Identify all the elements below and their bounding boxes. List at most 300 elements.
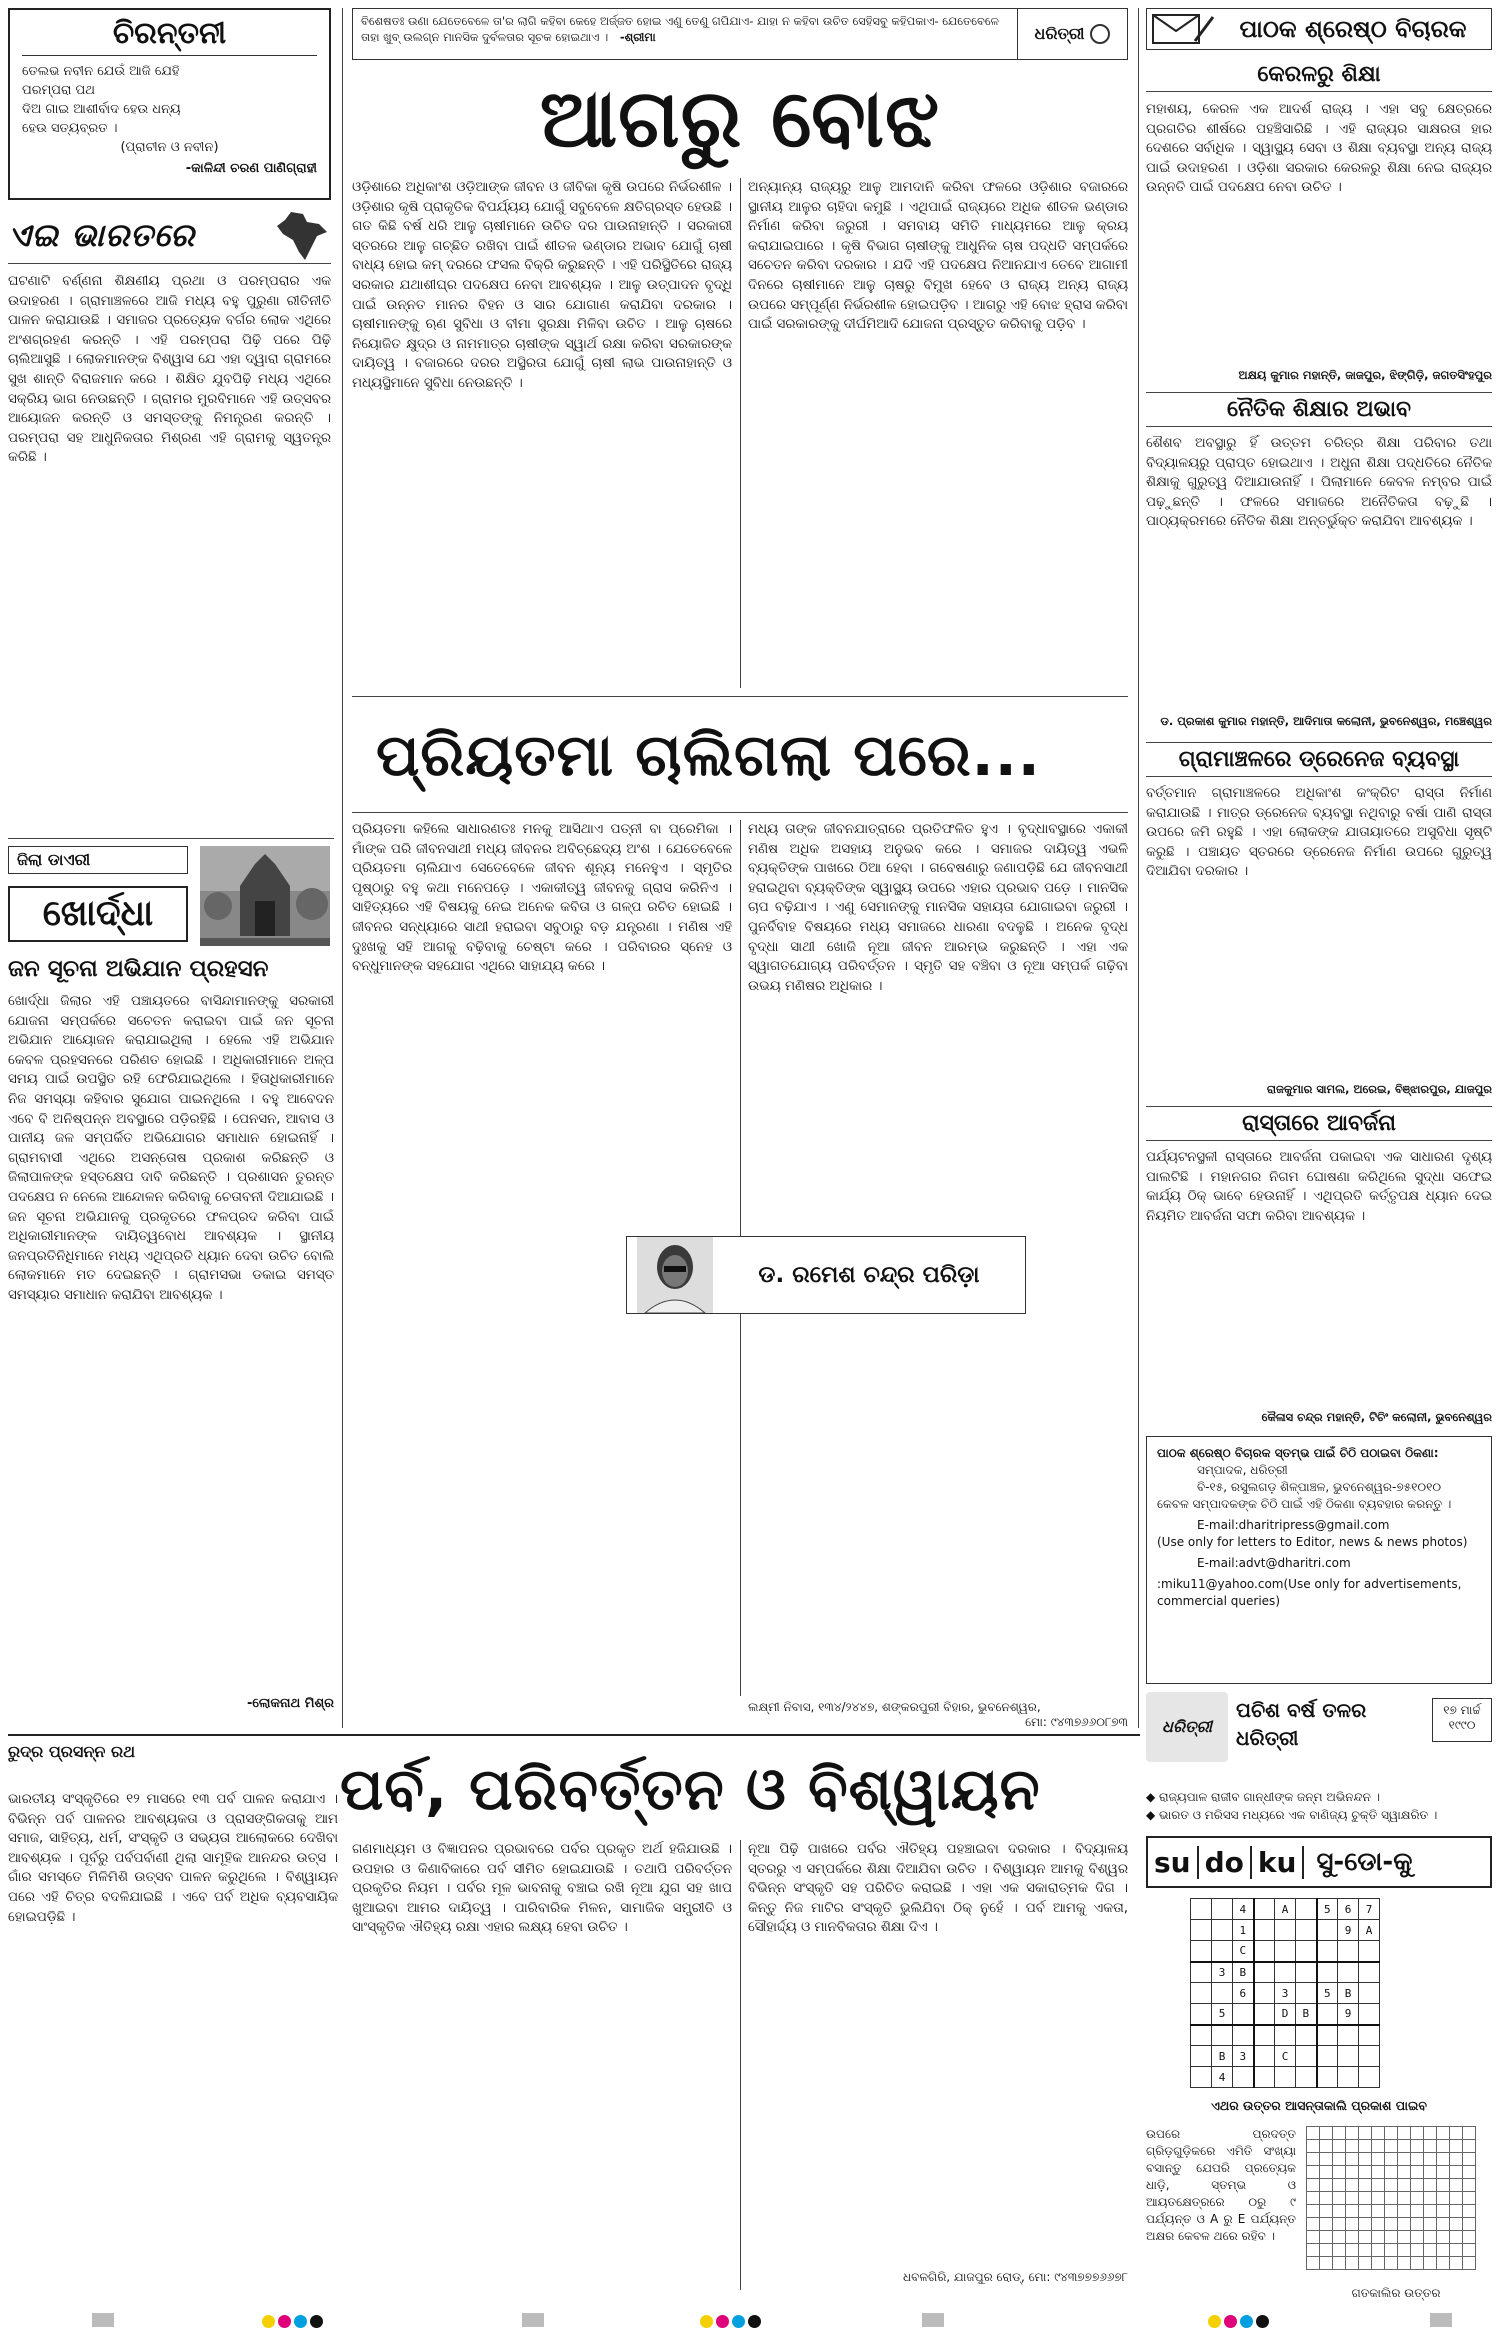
bottom-address: ଧବଳଗିରି, ଯାଜପୁର ରୋଡ୍, ମୋ: ୯୪୩୭୭୭୬୬୭୮ (903, 2270, 1128, 2284)
editorial-body-right: ଅନ୍ୟାନ୍ୟ ରାଜ୍ୟରୁ ଆଳୁ ଆମଦାନି କରିବା ଫଳରେ ଓଡ଼ିଶାର ବଜାରରେ ସ୍ଥାନୀୟ ଆଳୁର ଚାହିଦା କମୁଛି । ଏଥିପାଇଁ ରାଜ୍ୟରେ ଅଧିକ ଶୀତଳ ଭଣ୍ଡାର ନିର୍ମାଣ କରିବା ଜରୁରୀ । ସମବାୟ ସମିତି ମାଧ୍ୟମରେ ଆଳୁ କ୍ରୟ କରାଯାଇପାରେ । କୃଷି ବିଭାଗ ଚାଷୀଙ୍କୁ ଆଧୁନିକ ଚାଷ ପଦ୍ଧତି ସମ୍ପର୍କରେ ସଚେତନ କରିବା ଦରକାର । ଯଦି ଏହି ପଦକ୍ଷେପ ନିଆନଯାଏ ତେବେ ଆଗାମୀ ଦିନରେ ଚାଷୀମାନେ ଆଳୁ ଚାଷରୁ ବିମୁଖ ହେବେ ଓ ରାଜ୍ୟ ଅନ୍ୟ ରାଜ୍ୟ ଉପରେ ସମ୍ପୂର୍ଣ୍ଣ ନିର୍ଭରଶୀଳ ହୋଇପଡ଼ିବ । ଆଗରୁ ଏହି ବୋଝ ହ୍ରାସ କରିବା ପାଇଁ ସରକାରଙ୍କୁ ଦୀର୍ଘମିଆଦି ଯୋଜନା ପ୍ରସ୍ତୁତ କରିବାକୁ ପଡ଼ିବ । (748, 180, 1128, 333)
poem-line: (ପ୍ରାଚୀନ ଓ ନବୀନ) (120, 140, 219, 155)
sudoku-cell[interactable] (1317, 1962, 1338, 1983)
author-name: ଡ. ରମେଶ ଚନ୍ଦ୍ର ପରିଡ଼ା (758, 1262, 980, 1288)
solution-cell (1463, 2244, 1476, 2257)
solution-cell (1437, 2205, 1450, 2218)
sudoku-cell[interactable] (1254, 1962, 1275, 1983)
solution-cell (1346, 2192, 1359, 2205)
sudoku-latin-su: su (1148, 1846, 1199, 1879)
ebharat-logo-box (8, 208, 331, 264)
district-headline: ଜନ ସୂଚନା ଅଭିଯାନ ପ୍ରହସନ (8, 956, 269, 982)
solution-cell (1437, 2127, 1450, 2140)
sudoku-cell[interactable] (1275, 1920, 1296, 1941)
solution-cell (1359, 2179, 1372, 2192)
sudoku-cell[interactable] (1254, 1941, 1275, 1962)
letter-title: କେରଳରୁ ଶିକ୍ଷା (1146, 58, 1492, 92)
print-registration-marks (0, 2313, 1500, 2327)
solution-cell (1385, 2192, 1398, 2205)
solution-cell (1359, 2205, 1372, 2218)
sudoku-cell[interactable] (1359, 2004, 1380, 2025)
sudoku-cell[interactable] (1317, 1941, 1338, 1962)
sudoku-cell[interactable] (1296, 1941, 1317, 1962)
sudoku-cell[interactable]: 5 (1317, 1983, 1338, 2004)
prev-solution-wrap (1306, 2126, 1476, 2270)
solution-cell (1307, 2153, 1320, 2166)
history-logo (1146, 1692, 1228, 1762)
solution-cell (1463, 2205, 1476, 2218)
readers-banner (1146, 8, 1492, 50)
address-text: ଲକ୍ଷ୍ମୀ ନିବାସ, ୧୩୪/୨୪୪୭, ଶଙ୍କରପୁରୀ ବିହାର, ଭୁବନେଶ୍ୱର, (748, 1700, 1041, 1714)
solution-cell (1424, 2153, 1437, 2166)
sudoku-latin-ku: ku (1252, 1846, 1305, 1879)
sudoku-cell[interactable] (1359, 2046, 1380, 2067)
district-diary-label: ଜିଲା ଡାଏରୀ (8, 846, 188, 874)
solution-cell (1398, 2166, 1411, 2179)
solution-cell (1450, 2218, 1463, 2231)
gray-block (922, 2313, 944, 2327)
solution-cell (1346, 2166, 1359, 2179)
quote-text (353, 9, 1017, 59)
solution-cell (1398, 2205, 1411, 2218)
sudoku-row (1191, 1983, 1380, 2004)
sudoku-cell[interactable] (1275, 1962, 1296, 1983)
sudoku-cell[interactable] (1191, 1983, 1212, 2004)
solution-cell (1333, 2192, 1346, 2205)
solution-cell (1424, 2218, 1437, 2231)
chirantani-box (8, 8, 331, 200)
logo-emblem-icon (1090, 24, 1110, 44)
sudoku-cell[interactable]: D (1275, 2004, 1296, 2025)
solution-cell (1450, 2205, 1463, 2218)
sudoku-cell[interactable] (1191, 1920, 1212, 1941)
sudoku-cell[interactable] (1296, 1899, 1317, 1920)
solution-cell (1372, 2257, 1385, 2270)
solution-cell (1359, 2244, 1372, 2257)
solution-cell (1333, 2244, 1346, 2257)
solution-cell (1372, 2179, 1385, 2192)
letter-title: ନୈତିକ ଶିକ୍ଷାର ଅଭାବ (1146, 392, 1492, 427)
sudoku-cell[interactable]: 5 (1317, 1899, 1338, 1920)
solution-cell (1424, 2257, 1437, 2270)
sudoku-cell[interactable] (1212, 2025, 1233, 2046)
sudoku-cell[interactable]: B (1338, 1983, 1359, 2004)
solution-row (1307, 2257, 1476, 2270)
solution-row (1307, 2153, 1476, 2166)
sudoku-cell[interactable] (1317, 2067, 1338, 2088)
poem-line: ପରମ୍ପରା ପଥ (22, 83, 95, 98)
solution-cell (1398, 2153, 1411, 2166)
envelope-icon (1151, 11, 1215, 47)
solution-cell (1320, 2140, 1333, 2153)
solution-cell (1307, 2244, 1320, 2257)
solution-cell (1398, 2179, 1411, 2192)
district-diary-header (8, 846, 334, 950)
sudoku-cell[interactable] (1275, 1941, 1296, 1962)
contact-email-note: (Use only for letters to Editor, news & news photos) (1157, 1535, 1468, 1549)
solution-cell (1463, 2127, 1476, 2140)
color-dots (1208, 2313, 1272, 2332)
sudoku-cell[interactable] (1233, 2004, 1254, 2025)
solution-cell (1346, 2257, 1359, 2270)
poem-line: ଦିଅ ଗାଇ ଆଶୀର୍ବାଦ ହେଉ ଧନ୍ୟ (22, 102, 181, 117)
sudoku-cell[interactable] (1191, 1899, 1212, 1920)
solution-cell (1307, 2179, 1320, 2192)
solution-cell (1372, 2153, 1385, 2166)
solution-cell (1424, 2127, 1437, 2140)
sudoku-cell[interactable]: 4 (1233, 1899, 1254, 1920)
solution-cell (1450, 2244, 1463, 2257)
solution-cell (1346, 2218, 1359, 2231)
sudoku-row (1191, 2067, 1380, 2088)
solution-cell (1437, 2179, 1450, 2192)
bottom-body-col2: ଗଣମାଧ୍ୟମ ଓ ବିଜ୍ଞାପନର ପ୍ରଭାବରେ ପର୍ବର ପ୍ରକୃତ ଅର୍ଥ ହଜିଯାଉଛି । ଉପହାର ଓ କିଣାବିକାରେ ପର୍ବ ସୀମିତ ହୋଇଯାଉଛି । ତଥାପି ପରିବର୍ତ୍ତନ ପ୍ରକୃତିର ନିୟମ । ପର୍ବର ମୂଳ ଭାବନାକୁ ବଞ୍ଚାଇ ରଖି ନୂଆ ଯୁଗ ସହ ଖାପ ଖୁଆଇବା ଆମର ଦାୟିତ୍ୱ । ପାରିବାରିକ ମିଳନ, ସାମାଜିକ ସମ୍ପ୍ରୀତି ଓ ସାଂସ୍କୃତିକ ଐତିହ୍ୟ ରକ୍ଷା ଏହାର ଲକ୍ଷ୍ୟ ହେବା ଉଚିତ । (352, 1842, 732, 1936)
solution-cell (1385, 2205, 1398, 2218)
sudoku-grid (1190, 1898, 1380, 2088)
solution-cell (1372, 2166, 1385, 2179)
sudoku-cell[interactable] (1212, 1899, 1233, 1920)
sudoku-cell[interactable]: B (1296, 2004, 1317, 2025)
sudoku-cell[interactable]: 6 (1233, 1983, 1254, 2004)
letter-body: ମହାଶୟ, କେରଳ ଏକ ଆଦର୍ଶ ରାଜ୍ୟ । ଏହା ସବୁ କ୍ଷେତ୍ରରେ ପ୍ରଗତିର ଶୀର୍ଷରେ ପହଞ୍ଚିସାରିଛି । ଏହି ରାଜ୍ୟର ସାକ୍ଷରତା ହାର ଦେଶରେ ସର୍ବାଧିକ । ସ୍ୱାସ୍ଥ୍ୟ ସେବା ଓ ଶିକ୍ଷା ବ୍ୟବସ୍ଥା ଅନ୍ୟ ରାଜ୍ୟ ପାଇଁ ଉଦାହରଣ । ଓଡ଼ିଶା ସରକାର କେରଳରୁ ଶିକ୍ଷା ନେଇ ରାଜ୍ୟର ଉନ୍ନତି ପାଇଁ ପଦକ୍ଷେପ ନେବା ଉଚିତ । (1146, 102, 1492, 196)
sudoku-cell[interactable] (1212, 1983, 1233, 2004)
solution-cell (1398, 2218, 1411, 2231)
history-box (1146, 1692, 1492, 1786)
sudoku-cell[interactable] (1212, 1941, 1233, 1962)
solution-row (1307, 2205, 1476, 2218)
ebharat-body: ଘଟଣାଟି ବର୍ଣ୍ଣନା ଶିକ୍ଷଣୀୟ ପ୍ରଥା ଓ ପରମ୍ପରାର ଏକ ଉଦାହରଣ । ଗ୍ରାମାଞ୍ଚଳରେ ଆଜି ମଧ୍ୟ ବହୁ ପୁରୁଣା ରୀତିନୀତି ପାଳନ କରାଯାଉଛି । ସମାଜର ପ୍ରତ୍ୟେକ ବର୍ଗର ଲୋକ ଏଥିରେ ଅଂଶଗ୍ରହଣ କରନ୍ତି । ଏହି ପରମ୍ପରା ପିଢ଼ି ପରେ ପିଢ଼ି ଚାଲିଆସୁଛି । ଲୋକମାନଙ୍କ ବିଶ୍ୱାସ ଯେ ଏହା ଦ୍ୱାରା ଗ୍ରାମରେ ସୁଖ ଶାନ୍ତି ବିରାଜମାନ କରେ । ଶିକ୍ଷିତ ଯୁବପିଢ଼ି ମଧ୍ୟ ଏଥିରେ ସକ୍ରିୟ ଭାଗ ନେଉଛନ୍ତି । ଗ୍ରାମର ମୁରବିମାନେ ଏହି ଉତ୍ସବର ଆୟୋଜନ କରନ୍ତି ଓ ସମସ୍ତଙ୍କୁ ନିମନ୍ତ୍ରଣ କରନ୍ତି । ପରମ୍ପରା ସହ ଆଧୁନିକତାର ମିଶ୍ରଣ ଏହି ଗ୍ରାମକୁ ସ୍ୱତନ୍ତ୍ର କରିଛି । (8, 274, 331, 466)
sudoku-cell[interactable]: 7 (1359, 1899, 1380, 1920)
sudoku-cell[interactable] (1254, 1899, 1275, 1920)
solution-cell (1411, 2205, 1424, 2218)
sudoku-cell[interactable] (1191, 2067, 1212, 2088)
solution-cell (1359, 2257, 1372, 2270)
history-logo-text: ଧରିତ୍ରୀ (1162, 1717, 1212, 1736)
solution-cell (1437, 2244, 1450, 2257)
solution-cell (1333, 2179, 1346, 2192)
solution-cell (1463, 2192, 1476, 2205)
solution-cell (1411, 2179, 1424, 2192)
sudoku-cell[interactable] (1254, 1983, 1275, 2004)
prev-solution-grid (1306, 2126, 1476, 2270)
contact-email[interactable]: E-mail:dharitripress@gmail.com (1197, 1518, 1390, 1532)
solution-cell (1398, 2127, 1411, 2140)
solution-cell (1372, 2140, 1385, 2153)
sudoku-cell[interactable] (1296, 1920, 1317, 1941)
sudoku-rules: ଉପରେ ପ୍ରଦତ୍ତ ଗ୍ରିଡ଼ଗୁଡ଼ିକରେ ଏମିତି ସଂଖ୍ୟା ବସାନ୍ତୁ ଯେପରି ପ୍ରତ୍ୟେକ ଧାଡ଼ି, ସ୍ତମ୍ଭ ଓ ଆୟତକ୍ଷେତ୍ରରେ ୦ରୁ ୯ ପର୍ଯ୍ୟନ୍ତ ଓ A ରୁ E ପର୍ଯ୍ୟନ୍ତ ଅକ୍ଷର କେବଳ ଥରେ ରହିବ । (1146, 2127, 1296, 2243)
bottom-headline: ପର୍ବ, ପରିବର୍ତ୍ତନ ଓ ବିଶ୍ୱାୟନ (340, 1755, 1041, 1823)
solution-cell (1463, 2153, 1476, 2166)
sudoku-cell[interactable]: 3 (1233, 2046, 1254, 2067)
sudoku-cell[interactable]: 1 (1233, 1920, 1254, 1941)
sudoku-header (1146, 1836, 1492, 1888)
sudoku-cell[interactable] (1191, 2046, 1212, 2067)
sudoku-cell[interactable] (1296, 1962, 1317, 1983)
solution-cell (1333, 2127, 1346, 2140)
solution-cell (1411, 2127, 1424, 2140)
solution-cell (1424, 2244, 1437, 2257)
sudoku-cell[interactable] (1254, 2046, 1275, 2067)
district-body: ଖୋର୍ଦ୍ଧା ଜିଲାର ଏହି ପଞ୍ଚାୟତରେ ବାସିନ୍ଦାମାନଙ୍କୁ ସରକାରୀ ଯୋଜନା ସମ୍ପର୍କରେ ସଚେତନ କରାଇବା ପାଇଁ ଜନ ସୂଚନା ଅଭିଯାନ ଆୟୋଜନ କରାଯାଇଥିଲା । ହେଲେ ଏହି ଅଭିଯାନ କେବଳ ପ୍ରହସନରେ ପରିଣତ ହୋଇଛି । ଅଧିକାରୀମାନେ ଅଳ୍ପ ସମୟ ପାଇଁ ଉପସ୍ଥିତ ରହି ଫେରିଯାଇଥିଲେ । ହିତାଧିକାରୀମାନେ ନିଜ ସମସ୍ୟା କହିବାର ସୁଯୋଗ ପାଇନଥିଲେ । ବହୁ ଆବେଦନ ଏବେ ବି ଅନିଷ୍ପନ୍ନ ଅବସ୍ଥାରେ ପଡ଼ିରହିଛି । ପେନସନ, ଆବାସ ଓ ପାନୀୟ ଜଳ ସମ୍ପର୍କିତ ଅଭିଯୋଗର ସମାଧାନ ହୋଇନାହିଁ । ଗ୍ରାମବାସୀ ଏଥିରେ ଅସନ୍ତୋଷ ପ୍ରକାଶ କରିଛନ୍ତି ଓ ଜିଲାପାଳଙ୍କ ହସ୍ତକ୍ଷେପ ଦାବି କରିଛନ୍ତି । ପ୍ରଶାସନ ତୁରନ୍ତ ପଦକ୍ଷେପ ନ ନେଲେ ଆନ୍ଦୋଳନ କରିବାକୁ ଚେତାବନୀ ଦିଆଯାଇଛି । ଜନ ସୂଚନା ଅଭିଯାନକୁ ପ୍ରକୃତରେ ଫଳପ୍ରଦ କରିବା ପାଇଁ ଅଧିକାରୀମାନଙ୍କ ଦାୟିତ୍ୱବୋଧ ଆବଶ୍ୟକ । ସ୍ଥାନୀୟ ଜନପ୍ରତିନିଧିମାନେ ମଧ୍ୟ ଏଥିପ୍ରତି ଧ୍ୟାନ ଦେବା ଉଚିତ ବୋଲି ଲୋକମାନେ ମତ ଦେଇଛନ୍ତି । ଗ୍ରାମସଭା ଡକାଇ ସମସ୍ତ ସମସ୍ୟାର ସମାଧାନ କରାଯିବା ଆବଶ୍ୟକ । (8, 994, 334, 1303)
sudoku-row (1191, 1920, 1380, 1941)
solution-cell (1333, 2166, 1346, 2179)
history-title: ପଚିଶ ବର୍ଷ ତଳର ଧରିତ୍ରୀ (1236, 1698, 1367, 1750)
contact-line: ବି-୧୫, ରସୁଲଗଡ଼ ଶିଳ୍ପାଞ୍ଚଳ, ଭୁବନେଶ୍ୱର-୭୫୧୦୧୦ (1197, 1480, 1442, 1494)
sudoku-cell[interactable] (1254, 2004, 1275, 2025)
solution-cell (1333, 2153, 1346, 2166)
sudoku-cell[interactable] (1191, 2025, 1212, 2046)
solution-cell (1385, 2179, 1398, 2192)
contact-line: ସମ୍ପାଦକ, ଧରିତ୍ରୀ (1197, 1463, 1288, 1477)
solution-cell (1385, 2153, 1398, 2166)
sudoku-cell[interactable] (1317, 2004, 1338, 2025)
sudoku-cell[interactable] (1359, 1962, 1380, 1983)
solution-cell (1398, 2231, 1411, 2244)
solution-cell (1346, 2127, 1359, 2140)
sudoku-cell[interactable] (1254, 2067, 1275, 2088)
sudoku-cell[interactable] (1233, 2025, 1254, 2046)
district-byline: -ଲୋକନାଥ ମିଶ୍ର (246, 1696, 334, 1711)
quote-body: ବିଶେଷତଃ ଉଣା ଯେତେବେଳେ ତା'ର ଲାଗି କହିବା କେହେ ଅର୍ଜ୍ଜତ ହୋଇ ଏଣୁ ତେଣୁ ଗପିଯାଏ- ଯାହା ନ କହିବା ଉଚିତ ସେହିସବୁ କହିପକାଏ- ଯେତେବେଳେ ତାହା ଖୁବ୍ ଉଲଗ୍ନ ମାନସିକ ଦୁର୍ବଳତାର ସୂଚକ ହୋଇଥାଏ । (361, 14, 999, 44)
readers-banner-title: ପାଠକ ଶ୍ରେଷ୍ଠ ବିଚାରକ (1239, 15, 1467, 43)
solution-cell (1320, 2244, 1333, 2257)
solution-cell (1307, 2140, 1320, 2153)
letter-sign: ଅକ୍ଷୟ କୁମାର ମହାନ୍ତି, ଜାଜପୁର, ଝିଙ୍ଗିଡ଼ି, ଜଗତସିଂହପୁର (1238, 368, 1492, 382)
quote-author: -ଶ୍ରୀମା (619, 30, 656, 44)
solution-cell (1450, 2257, 1463, 2270)
solution-cell (1424, 2166, 1437, 2179)
solution-cell (1333, 2218, 1346, 2231)
letter-sign: କୈଳାସ ଚନ୍ଦ୍ର ମହାନ୍ତି, ଟିଚିଂ କଲୋନୀ, ଭୁବନେଶ୍ୱର (1261, 1410, 1492, 1424)
solution-cell (1450, 2192, 1463, 2205)
color-dots (700, 2313, 764, 2332)
logo-text: ଧରିତ୍ରୀ (1034, 24, 1085, 43)
contact-box (1146, 1436, 1492, 1684)
gray-block (1430, 2313, 1452, 2327)
solution-cell (1463, 2166, 1476, 2179)
sudoku-cell[interactable]: B (1212, 2046, 1233, 2067)
solution-cell (1411, 2140, 1424, 2153)
solution-cell (1450, 2231, 1463, 2244)
feature-body-left: ପ୍ରିୟତମା କହିଲେ ସାଧାରଣତଃ ମନକୁ ଆସିଥାଏ ପତ୍ନୀ ବା ପ୍ରେମିକା । ମାଁଙ୍କ ପରି ଜୀବନସାଥୀ ମଧ୍ୟ ଜୀବନର ଅବିଚ୍ଛେଦ୍ୟ ଅଂଶ । ଯେତେବେଳେ ପ୍ରିୟତମା ଚାଲିଯାଏ ସେତେବେଳେ ଜୀବନ ଶୂନ୍ୟ ମନେହୁଏ । ସ୍ମୃତିର ପୃଷ୍ଠାରୁ ବହୁ କଥା ମନେପଡ଼େ । ଏକାକୀତ୍ୱ ଜୀବନକୁ ଗ୍ରାସ କରିନିଏ । ସାହିତ୍ୟରେ ଏହି ବିଷୟକୁ ନେଇ ଅନେକ କବିତା ଓ ଗଳ୍ପ ରଚିତ ହୋଇଛି । ଜୀବନର ସନ୍ଧ୍ୟାରେ ସାଥୀ ହରାଇବା ସବୁଠାରୁ ବଡ଼ ଯନ୍ତ୍ରଣା । ମଣିଷ ଏହି ଦୁଃଖକୁ ସହି ଆଗକୁ ବଢ଼ିବାକୁ ଚେଷ୍ଟା କରେ । ପରିବାରର ସ୍ନେହ ଓ ବନ୍ଧୁମାନଙ୍କ ସହଯୋଗ ଏଥିରେ ସାହାଯ୍ୟ କରେ । (352, 822, 732, 975)
solution-row (1307, 2218, 1476, 2231)
history-date: ୧୭ ମାର୍ଚ୍ଚ ୧୯୯୦ (1432, 1698, 1492, 1742)
sudoku-cell[interactable] (1212, 1920, 1233, 1941)
solution-cell (1320, 2231, 1333, 2244)
solution-cell (1398, 2244, 1411, 2257)
solution-cell (1320, 2179, 1333, 2192)
solution-cell (1437, 2231, 1450, 2244)
history-item: ◆ ଭାରତ ଓ ମରିସସ ମଧ୍ୟରେ ଏକ ବାଣିଜ୍ୟ ଚୁକ୍ତି ସ୍ୱାକ୍ଷରିତ । (1146, 1808, 1438, 1822)
solution-cell (1372, 2127, 1385, 2140)
solution-cell (1320, 2153, 1333, 2166)
bottom-body-col3: ନୂଆ ପିଢ଼ି ପାଖରେ ପର୍ବର ଐତିହ୍ୟ ପହଞ୍ଚାଇବା ଦରକାର । ବିଦ୍ୟାଳୟ ସ୍ତରରୁ ଏ ସମ୍ପର୍କରେ ଶିକ୍ଷା ଦିଆଯିବା ଉଚିତ । ବିଶ୍ୱାୟନ ଆମକୁ ବିଶ୍ୱର ବିଭିନ୍ନ ସଂସ୍କୃତି ସହ ପରିଚିତ କରାଇଛି । ଏହା ଏକ ସକାରାତ୍ମକ ଦିଗ । କିନ୍ତୁ ନିଜ ମାଟିର ସଂସ୍କୃତି ଭୁଲିଯିବା ଠିକ୍ ନୁହେଁ । ପର୍ବ ଆମକୁ ଏକତା, ସୌହାର୍ଦ୍ଦ୍ୟ ଓ ମାନବିକତାର ଶିକ୍ଷା ଦିଏ । (748, 1842, 1128, 1936)
solution-cell (1385, 2218, 1398, 2231)
solution-cell (1463, 2231, 1476, 2244)
letter-title: ରାସ୍ତାରେ ଆବର୍ଜନା (1146, 1106, 1492, 1141)
sudoku-cell[interactable] (1296, 2067, 1317, 2088)
sudoku-title: ସୁ-ଡୋ-କୁ (1316, 1846, 1413, 1877)
solution-cell (1424, 2179, 1437, 2192)
sudoku-cell[interactable] (1296, 2025, 1317, 2046)
solution-cell (1359, 2166, 1372, 2179)
sudoku-cell[interactable] (1254, 2025, 1275, 2046)
feature-headline: ପ୍ରିୟତମା ଚାଲିଗଲା ପରେ... (376, 721, 1041, 789)
sudoku-cell[interactable]: 4 (1212, 2067, 1233, 2088)
sudoku-cell[interactable]: 9 (1338, 2004, 1359, 2025)
contact-email[interactable]: :miku11@yahoo.com(Use only for advertisements, commercial queries) (1157, 1577, 1462, 1608)
solution-cell (1333, 2205, 1346, 2218)
solution-cell (1437, 2166, 1450, 2179)
solution-cell (1450, 2179, 1463, 2192)
solution-cell (1359, 2127, 1372, 2140)
solution-cell (1359, 2140, 1372, 2153)
solution-cell (1437, 2140, 1450, 2153)
bottom-body-col1: ଭାରତୀୟ ସଂସ୍କୃତିରେ ୧୨ ମାସରେ ୧୩ ପର୍ବ ପାଳନ କରାଯାଏ । ବିଭିନ୍ନ ପର୍ବ ପାଳନର ଆବଶ୍ୟକତା ଓ ପ୍ରାସଙ୍ଗିକତାକୁ ଆମ ସମାଜ, ସାହିତ୍ୟ, ଧର୍ମ, ସଂସ୍କୃତି ଓ ସଭ୍ୟତା ଆଲୋକରେ ଦେଖିବା ଆବଶ୍ୟକ । ପୂର୍ବରୁ ପର୍ବପର୍ବାଣୀ ଥିଲା ସାମୂହିକ ଆନନ୍ଦର ଉତ୍ସ । ଗାଁର ସମସ୍ତେ ମିଳିମିଶି ଉତ୍ସବ ପାଳନ କରୁଥିଲେ । ବିଶ୍ୱାୟନ ପରେ ଏହି ଚିତ୍ର ବଦଳିଯାଇଛି । ଏବେ ପର୍ବ ଅଧିକ ବ୍ୟବସାୟିକ ହୋଇପଡ଼ିଛି । (8, 1792, 338, 1925)
feature-address (748, 1700, 1128, 1730)
solution-row (1307, 2244, 1476, 2257)
sudoku-cell[interactable] (1233, 2067, 1254, 2088)
sudoku-cell[interactable]: A (1275, 1899, 1296, 1920)
sudoku-cell[interactable]: 6 (1338, 1899, 1359, 1920)
sudoku-cell[interactable] (1317, 2046, 1338, 2067)
solution-cell (1385, 2140, 1398, 2153)
poem-line: ହେଉ ସତ୍ୟବ୍ରତ । (22, 121, 118, 136)
sudoku-cell[interactable]: C (1233, 1941, 1254, 1962)
solution-cell (1437, 2257, 1450, 2270)
sudoku-cell[interactable] (1359, 1941, 1380, 1962)
sudoku-cell[interactable] (1317, 1920, 1338, 1941)
solution-cell (1346, 2244, 1359, 2257)
solution-cell (1307, 2127, 1320, 2140)
sudoku-cell[interactable] (1338, 1962, 1359, 1983)
solution-cell (1463, 2257, 1476, 2270)
sudoku-cell[interactable]: 3 (1212, 1962, 1233, 1983)
sudoku-row (1191, 1962, 1380, 1983)
sudoku-cell[interactable]: A (1359, 1920, 1380, 1941)
sudoku-cell[interactable] (1338, 1941, 1359, 1962)
solution-cell (1411, 2166, 1424, 2179)
solution-cell (1307, 2218, 1320, 2231)
solution-cell (1307, 2166, 1320, 2179)
sudoku-cell[interactable] (1338, 2067, 1359, 2088)
contact-intro: ପାଠକ ଶ୍ରେଷ୍ଠ ବିଚାରକ ସ୍ତମ୍ଭ ପାଇଁ ଚିଠି ପଠାଇବା ଠିକଣା: (1157, 1446, 1439, 1460)
sudoku-cell[interactable] (1275, 2025, 1296, 2046)
sudoku-cell[interactable] (1338, 2025, 1359, 2046)
sudoku-cell[interactable] (1191, 2004, 1212, 2025)
history-items (1146, 1788, 1492, 1824)
solution-cell (1346, 2140, 1359, 2153)
sudoku-row (1191, 1941, 1380, 1962)
solution-cell (1411, 2244, 1424, 2257)
solution-cell (1385, 2127, 1398, 2140)
sudoku-latin-do: do (1199, 1846, 1252, 1879)
solution-cell (1333, 2231, 1346, 2244)
solution-cell (1385, 2257, 1398, 2270)
solution-cell (1411, 2192, 1424, 2205)
history-item: ◆ ରାଜ୍ୟପାଳ ରାଜୀବ ଗାନ୍ଧୀଙ୍କ ଜନ୍ମ ଅଭିନନ୍ଦନ । (1146, 1790, 1381, 1804)
solution-cell (1463, 2140, 1476, 2153)
editorial-headline: ଆଗରୁ ବୋଝ (539, 72, 941, 165)
sudoku-cell[interactable] (1191, 1941, 1212, 1962)
solution-cell (1411, 2153, 1424, 2166)
solution-cell (1450, 2153, 1463, 2166)
solution-cell (1450, 2140, 1463, 2153)
sudoku-cell[interactable]: 3 (1275, 1983, 1296, 2004)
sudoku-cell[interactable] (1338, 2046, 1359, 2067)
sudoku-cell[interactable] (1191, 1962, 1212, 1983)
solution-cell (1320, 2192, 1333, 2205)
sudoku-cell[interactable]: B (1233, 1962, 1254, 1983)
solution-cell (1333, 2257, 1346, 2270)
solution-cell (1385, 2244, 1398, 2257)
quote-box (352, 8, 1128, 60)
solution-cell (1346, 2231, 1359, 2244)
author-photo-box (626, 1236, 1026, 1314)
solution-cell (1307, 2257, 1320, 2270)
solution-cell (1385, 2166, 1398, 2179)
sudoku-cell[interactable] (1296, 2046, 1317, 2067)
sudoku-cell[interactable] (1359, 2025, 1380, 2046)
chirantani-title: ଚିରନ୍ତନୀ (22, 16, 317, 56)
solution-cell (1320, 2205, 1333, 2218)
solution-cell (1411, 2231, 1424, 2244)
sudoku-cell[interactable]: C (1275, 2046, 1296, 2067)
sudoku-row (1191, 1899, 1380, 1920)
letter-sign: ରାଜକୁମାର ସାମଲ, ଅରେଇ, ବିଞ୍ଝାରପୁର, ଯାଜପୁର (1266, 1082, 1492, 1096)
solution-cell (1424, 2192, 1437, 2205)
solution-cell (1385, 2231, 1398, 2244)
solution-cell (1307, 2231, 1320, 2244)
solution-cell (1424, 2205, 1437, 2218)
solution-cell (1450, 2166, 1463, 2179)
india-map-icon (273, 210, 331, 262)
chirantani-poem (22, 62, 317, 157)
sudoku-cell[interactable] (1275, 2067, 1296, 2088)
solution-cell (1346, 2205, 1359, 2218)
sudoku-cell[interactable] (1359, 2067, 1380, 2088)
solution-cell (1411, 2257, 1424, 2270)
sudoku-cell[interactable] (1296, 1983, 1317, 2004)
solution-cell (1398, 2192, 1411, 2205)
solution-cell (1424, 2231, 1437, 2244)
district-name: ଖୋର୍ଦ୍ଧା (8, 886, 188, 942)
solution-cell (1320, 2257, 1333, 2270)
solution-cell (1372, 2205, 1385, 2218)
solution-row (1307, 2140, 1476, 2153)
solution-cell (1437, 2192, 1450, 2205)
sudoku-row (1191, 2004, 1380, 2025)
sudoku-cell[interactable] (1254, 1920, 1275, 1941)
solution-cell (1346, 2153, 1359, 2166)
solution-cell (1359, 2192, 1372, 2205)
chirantani-poet: -କାଳିନ୍ଦୀ ଚରଣ ପାଣିଗ୍ରାହୀ (185, 161, 317, 176)
solution-cell (1398, 2140, 1411, 2153)
feature-body-right: ମଧ୍ୟ ତାଙ୍କ ଜୀବନଯାତ୍ରାରେ ପ୍ରତିଫଳିତ ହୁଏ । ବୃଦ୍ଧାବସ୍ଥାରେ ଏକାକୀ ମଣିଷ ଅଧିକ ଅସହାୟ ଅନୁଭବ କରେ । ସମାଜର ଦାୟିତ୍ୱ ଏଭଳି ବ୍ୟକ୍ତିଙ୍କ ପାଖରେ ଠିଆ ହେବା । ଗବେଷଣାରୁ ଜଣାପଡ଼ିଛି ଯେ ଜୀବନସାଥୀ ହରାଇଥିବା ବ୍ୟକ୍ତିଙ୍କ ସ୍ୱାସ୍ଥ୍ୟ ଉପରେ ଏହାର ପ୍ରଭାବ ପଡ଼େ । ମାନସିକ ଚାପ ବଢ଼ିଯାଏ । ଏଣୁ ସେମାନଙ୍କୁ ମାନସିକ ସହାୟତା ଯୋଗାଇବା ଜରୁରୀ । ପୁନର୍ବିବାହ ବିଷୟରେ ମଧ୍ୟ ସମାଜରେ ଧାରଣା ବଦଳୁଛି । ଅନେକ ବୃଦ୍ଧ ବୃଦ୍ଧା ସାଥୀ ଖୋଜି ନୂଆ ଜୀବନ ଆରମ୍ଭ କରୁଛନ୍ତି । ଏହା ଏକ ସ୍ୱାଗତଯୋଗ୍ୟ ପରିବର୍ତ୍ତନ । ସ୍ମୃତି ସହ ବଞ୍ଚିବା ଓ ନୂଆ ସମ୍ପର୍କ ଗଢ଼ିବା ଉଭୟ ମଣିଷର ଅଧିକାର । (748, 822, 1128, 994)
sudoku-cell[interactable]: 5 (1212, 2004, 1233, 2025)
solution-row (1307, 2166, 1476, 2179)
author-portrait (637, 1237, 713, 1313)
solution-row (1307, 2127, 1476, 2140)
solution-cell (1463, 2218, 1476, 2231)
sudoku-cell[interactable]: 9 (1338, 1920, 1359, 1941)
sudoku-cell[interactable] (1359, 1983, 1380, 2004)
contact-email[interactable]: E-mail:advt@dharitri.com (1197, 1556, 1351, 1570)
solution-cell (1359, 2153, 1372, 2166)
solution-cell (1359, 2218, 1372, 2231)
solution-cell (1372, 2244, 1385, 2257)
solution-cell (1372, 2192, 1385, 2205)
sudoku-cell[interactable] (1317, 2025, 1338, 2046)
